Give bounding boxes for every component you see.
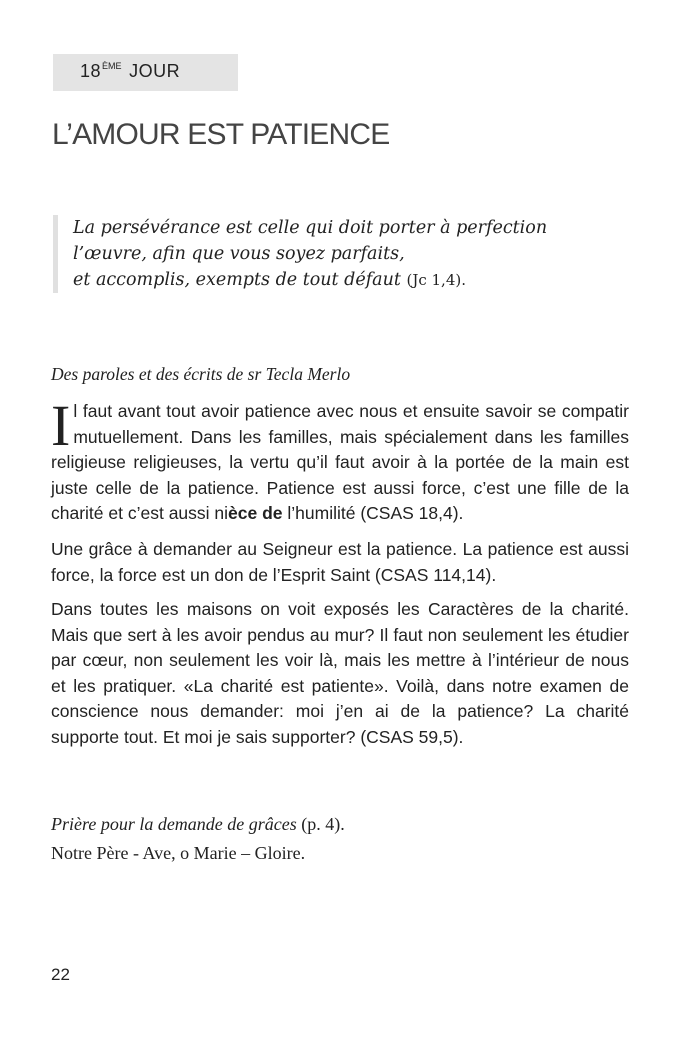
epigraph-quote (53, 215, 613, 293)
prayer-list: Notre Père - Ave, o Marie – Gloire. (51, 843, 306, 863)
day-label (80, 61, 180, 82)
epigraph-line: La persévérance est celle qui doit porter à perfection (73, 218, 548, 238)
prayer-title: Prière pour la demande de grâces (51, 814, 297, 834)
paragraph-2: Une grâce à demander au Seigneur est la patience. La patience est aussi force, la force est un don de l’Esprit Saint (CSAS 114,14). (51, 539, 629, 585)
page-number: 22 (51, 965, 70, 984)
epigraph-line (73, 267, 613, 293)
paragraph-1 (51, 393, 629, 527)
day-suffix: ÈME (102, 61, 122, 71)
day-label-box (53, 54, 238, 91)
paragraph-1-text: l faut avant tout avoir patience avec nous et ensuite savoir se compatir mutuellement. Dans les familles, mais spécialement dans les familles religieuse religieuses, la vertu qu’il faut avoir à la portée de la main est juste celle de la patience. Patience est aussi force, c’est une fille de la charité et c’est aussi ni (51, 401, 629, 523)
epigraph-line-text: et accomplis, exempts de tout défaut (73, 270, 401, 290)
source-label: Des paroles et des écrits de sr Tecla Merlo (51, 364, 351, 384)
paragraph-1-end: l’humilité (CSAS 18,4). (282, 503, 464, 523)
page-title: L’AMOUR EST PATIENCE (52, 118, 390, 151)
prayer-page-ref: (p. 4). (296, 814, 345, 834)
paragraph-1-bold: èce de (228, 503, 283, 523)
day-number: 18 (80, 61, 102, 81)
prayer-line (51, 811, 345, 837)
epigraph-line: l’œuvre, afin que vous soyez parfaits, (73, 244, 405, 264)
day-word: JOUR (129, 61, 181, 81)
paragraph-3: Dans toutes les maisons on voit exposés les Caractères de la charité. Mais que sert à les avoir pendus au mur? Il faut non seulement les étudier par cœur, non seulement les voir là, mais les mettre à l’intérieur de nous et les pratiquer. «La charité est patiente». Voilà, dans notre examen de conscience nous demander: moi j’en ai de la patience? La charité supporte tout. Et moi je sais supporter? (CSAS 59,5). (51, 599, 629, 747)
epigraph-reference: (Jc 1,4). (406, 271, 466, 289)
drop-cap: I (51, 393, 71, 458)
